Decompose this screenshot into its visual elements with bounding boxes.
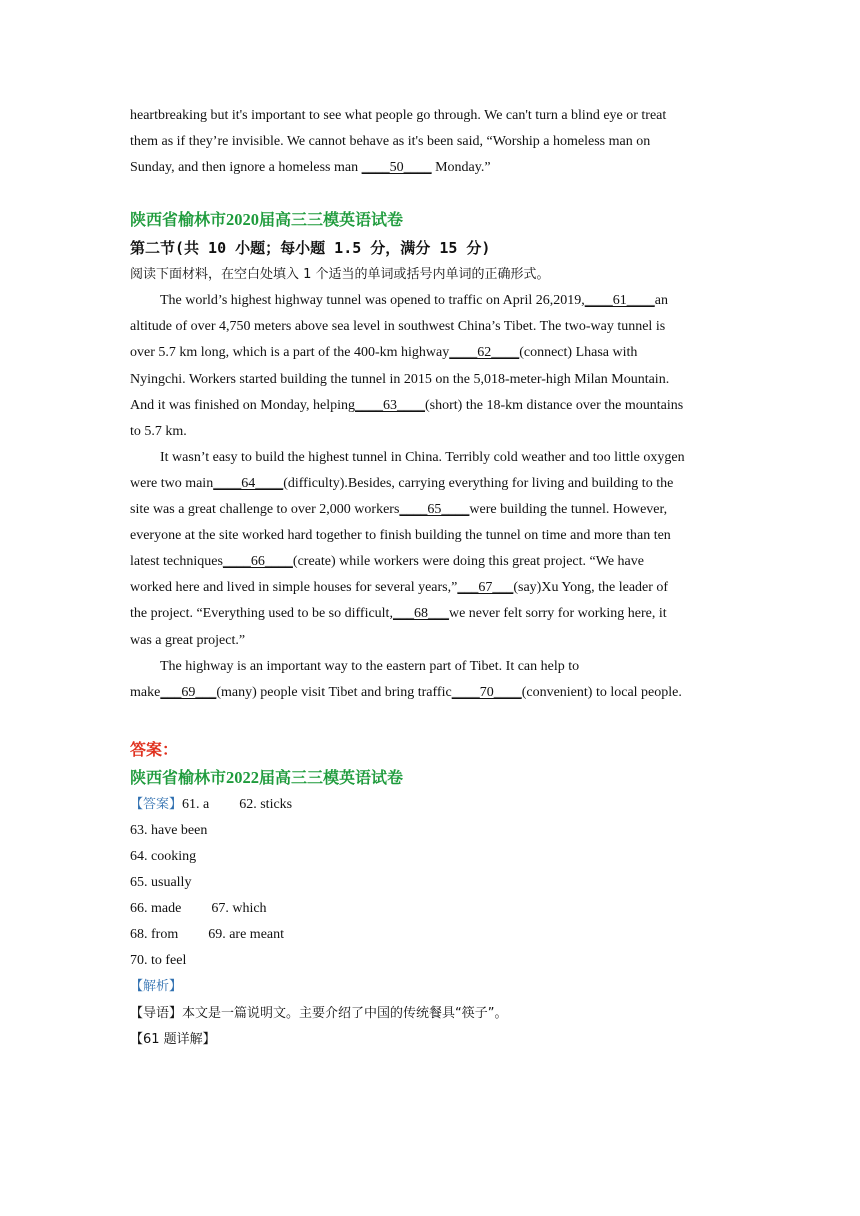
answer-line <box>130 922 735 948</box>
text-span: we never felt sorry for working here, it <box>448 606 667 622</box>
text-line <box>130 680 735 706</box>
text-line: altitude of over 4,750 meters above sea level in southwest China’s Tibet. The two-way tunnel is <box>130 319 666 335</box>
text-line <box>130 601 735 627</box>
text-span: were building the tunnel. However, <box>469 502 668 518</box>
answer-line <box>130 896 735 922</box>
title-part: 届高三三模英语试卷 <box>259 210 404 230</box>
answer-item: 62. sticks <box>239 796 293 812</box>
text-span: Monday.” <box>431 160 491 176</box>
text-line <box>130 155 735 181</box>
answer-item: 66. made <box>130 901 182 917</box>
text-span: were two main <box>130 475 214 491</box>
instructions: 阅读下面材料，在空白处填入 1 个适当的单词或括号内单词的正确形式。 <box>130 267 550 283</box>
analysis-tag: 【解析】 <box>130 979 183 995</box>
text-span: make <box>130 684 161 700</box>
text-line <box>130 575 735 601</box>
text-line: to 5.7 km. <box>130 423 187 439</box>
text-line: heartbreaking but it's important to see what people go through. We can't turn a blind eye or treat <box>130 108 667 123</box>
passage <box>130 288 735 706</box>
title-part: 届高三三模英语试卷 <box>259 767 404 787</box>
text-line <box>130 288 735 314</box>
answer-tag: 【答案】 <box>130 796 183 812</box>
answer-line: 64. cooking <box>130 848 197 864</box>
text-line <box>130 549 735 575</box>
text-line <box>130 471 735 497</box>
document-page <box>130 103 735 1053</box>
text-line <box>130 393 735 419</box>
text-span: (short) the 18-km distance over the mountains <box>425 397 684 413</box>
blank-66: ____66____ <box>222 554 293 570</box>
answer-line: 65. usually <box>130 875 192 891</box>
text-span: (many) people visit Tibet and bring traffic <box>216 684 452 700</box>
text-span: (difficulty).Besides, carrying everything for living and building to the <box>283 475 674 491</box>
text-line <box>130 497 735 523</box>
text-span: site was a great challenge to over 2,000 workers <box>130 502 400 518</box>
exam-title-2022 <box>130 764 735 792</box>
blank-63: ____63____ <box>355 397 426 413</box>
text-span: The world’s highest highway tunnel was opened to traffic on April 26,2019, <box>160 293 585 309</box>
blank-50: ____50____ <box>361 160 432 176</box>
text-span: an <box>654 293 668 309</box>
answer-list <box>130 792 735 975</box>
title-year: 2020 <box>226 210 260 230</box>
text-span: (convenient) to local people. <box>521 684 682 700</box>
section-title: 第二节(共 10 小题；每小题 1.5 分，满分 15 分) <box>130 239 491 258</box>
answer-item: 68. from <box>130 927 179 943</box>
answer-line <box>130 792 735 818</box>
blank-65: ____65____ <box>399 502 470 518</box>
blank-62: ____62____ <box>449 345 520 361</box>
answer-item: 67. which <box>211 901 267 917</box>
title-part: 陕西省榆林市 <box>130 767 227 787</box>
text-span: over 5.7 km long, which is a part of the 400-km highway <box>130 345 450 361</box>
blank-61: ____61____ <box>584 293 655 309</box>
text-line: them as if they’re invisible. We cannot behave as it's been said, “Worship a homeless man on <box>130 134 651 150</box>
text-span: (connect) Lhasa with <box>519 345 638 361</box>
text-span: (create) while workers were doing this great project. “We have <box>292 554 644 570</box>
text-span: And it was finished on Monday, helping <box>130 397 356 413</box>
text-line <box>130 340 735 366</box>
text-line: Nyingchi. Workers started building the tunnel in 2015 on the 5,018-meter-high Milan Mountain. <box>130 371 670 387</box>
blank-70: ____70____ <box>451 684 522 700</box>
answer-line: 63. have been <box>130 822 208 838</box>
blank-64: ____64____ <box>213 475 284 491</box>
blank-69: ___69___ <box>160 684 217 700</box>
text-span: (say)Xu Yong, the leader of <box>513 580 669 596</box>
answer-line: 70. to feel <box>130 953 187 969</box>
answers-label: 答案： <box>130 739 179 759</box>
text-span: latest techniques <box>130 554 223 570</box>
text-span: worked here and lived in simple houses for several years,” <box>130 580 458 596</box>
top-paragraph <box>130 103 735 181</box>
blank-68: ___68___ <box>392 606 449 622</box>
text-span: the project. “Everything used to be so difficult, <box>130 606 393 622</box>
detail-61-heading: 【61 题详解】 <box>130 1031 216 1047</box>
title-year: 2022 <box>226 767 260 787</box>
guide-text: 【导语】本文是一篇说明文。主要介绍了中国的传统餐具“筷子”。 <box>130 1005 508 1021</box>
blank-67: ___67___ <box>457 580 514 596</box>
title-part: 陕西省榆林市 <box>130 210 227 230</box>
exam-title-2020 <box>130 206 735 234</box>
text-line: The highway is an important way to the eastern part of Tibet. It can help to <box>160 658 580 674</box>
answer-item: 69. are meant <box>208 927 285 943</box>
text-span: Sunday, and then ignore a homeless man <box>130 160 362 176</box>
text-line: was a great project.” <box>130 632 246 648</box>
answer-item: 61. a <box>182 796 210 812</box>
text-line: everyone at the site worked hard together to finish building the tunnel on time and more than ten <box>130 528 671 544</box>
text-line: It wasn’t easy to build the highest tunnel in China. Terribly cold weather and too little oxygen <box>160 449 685 465</box>
